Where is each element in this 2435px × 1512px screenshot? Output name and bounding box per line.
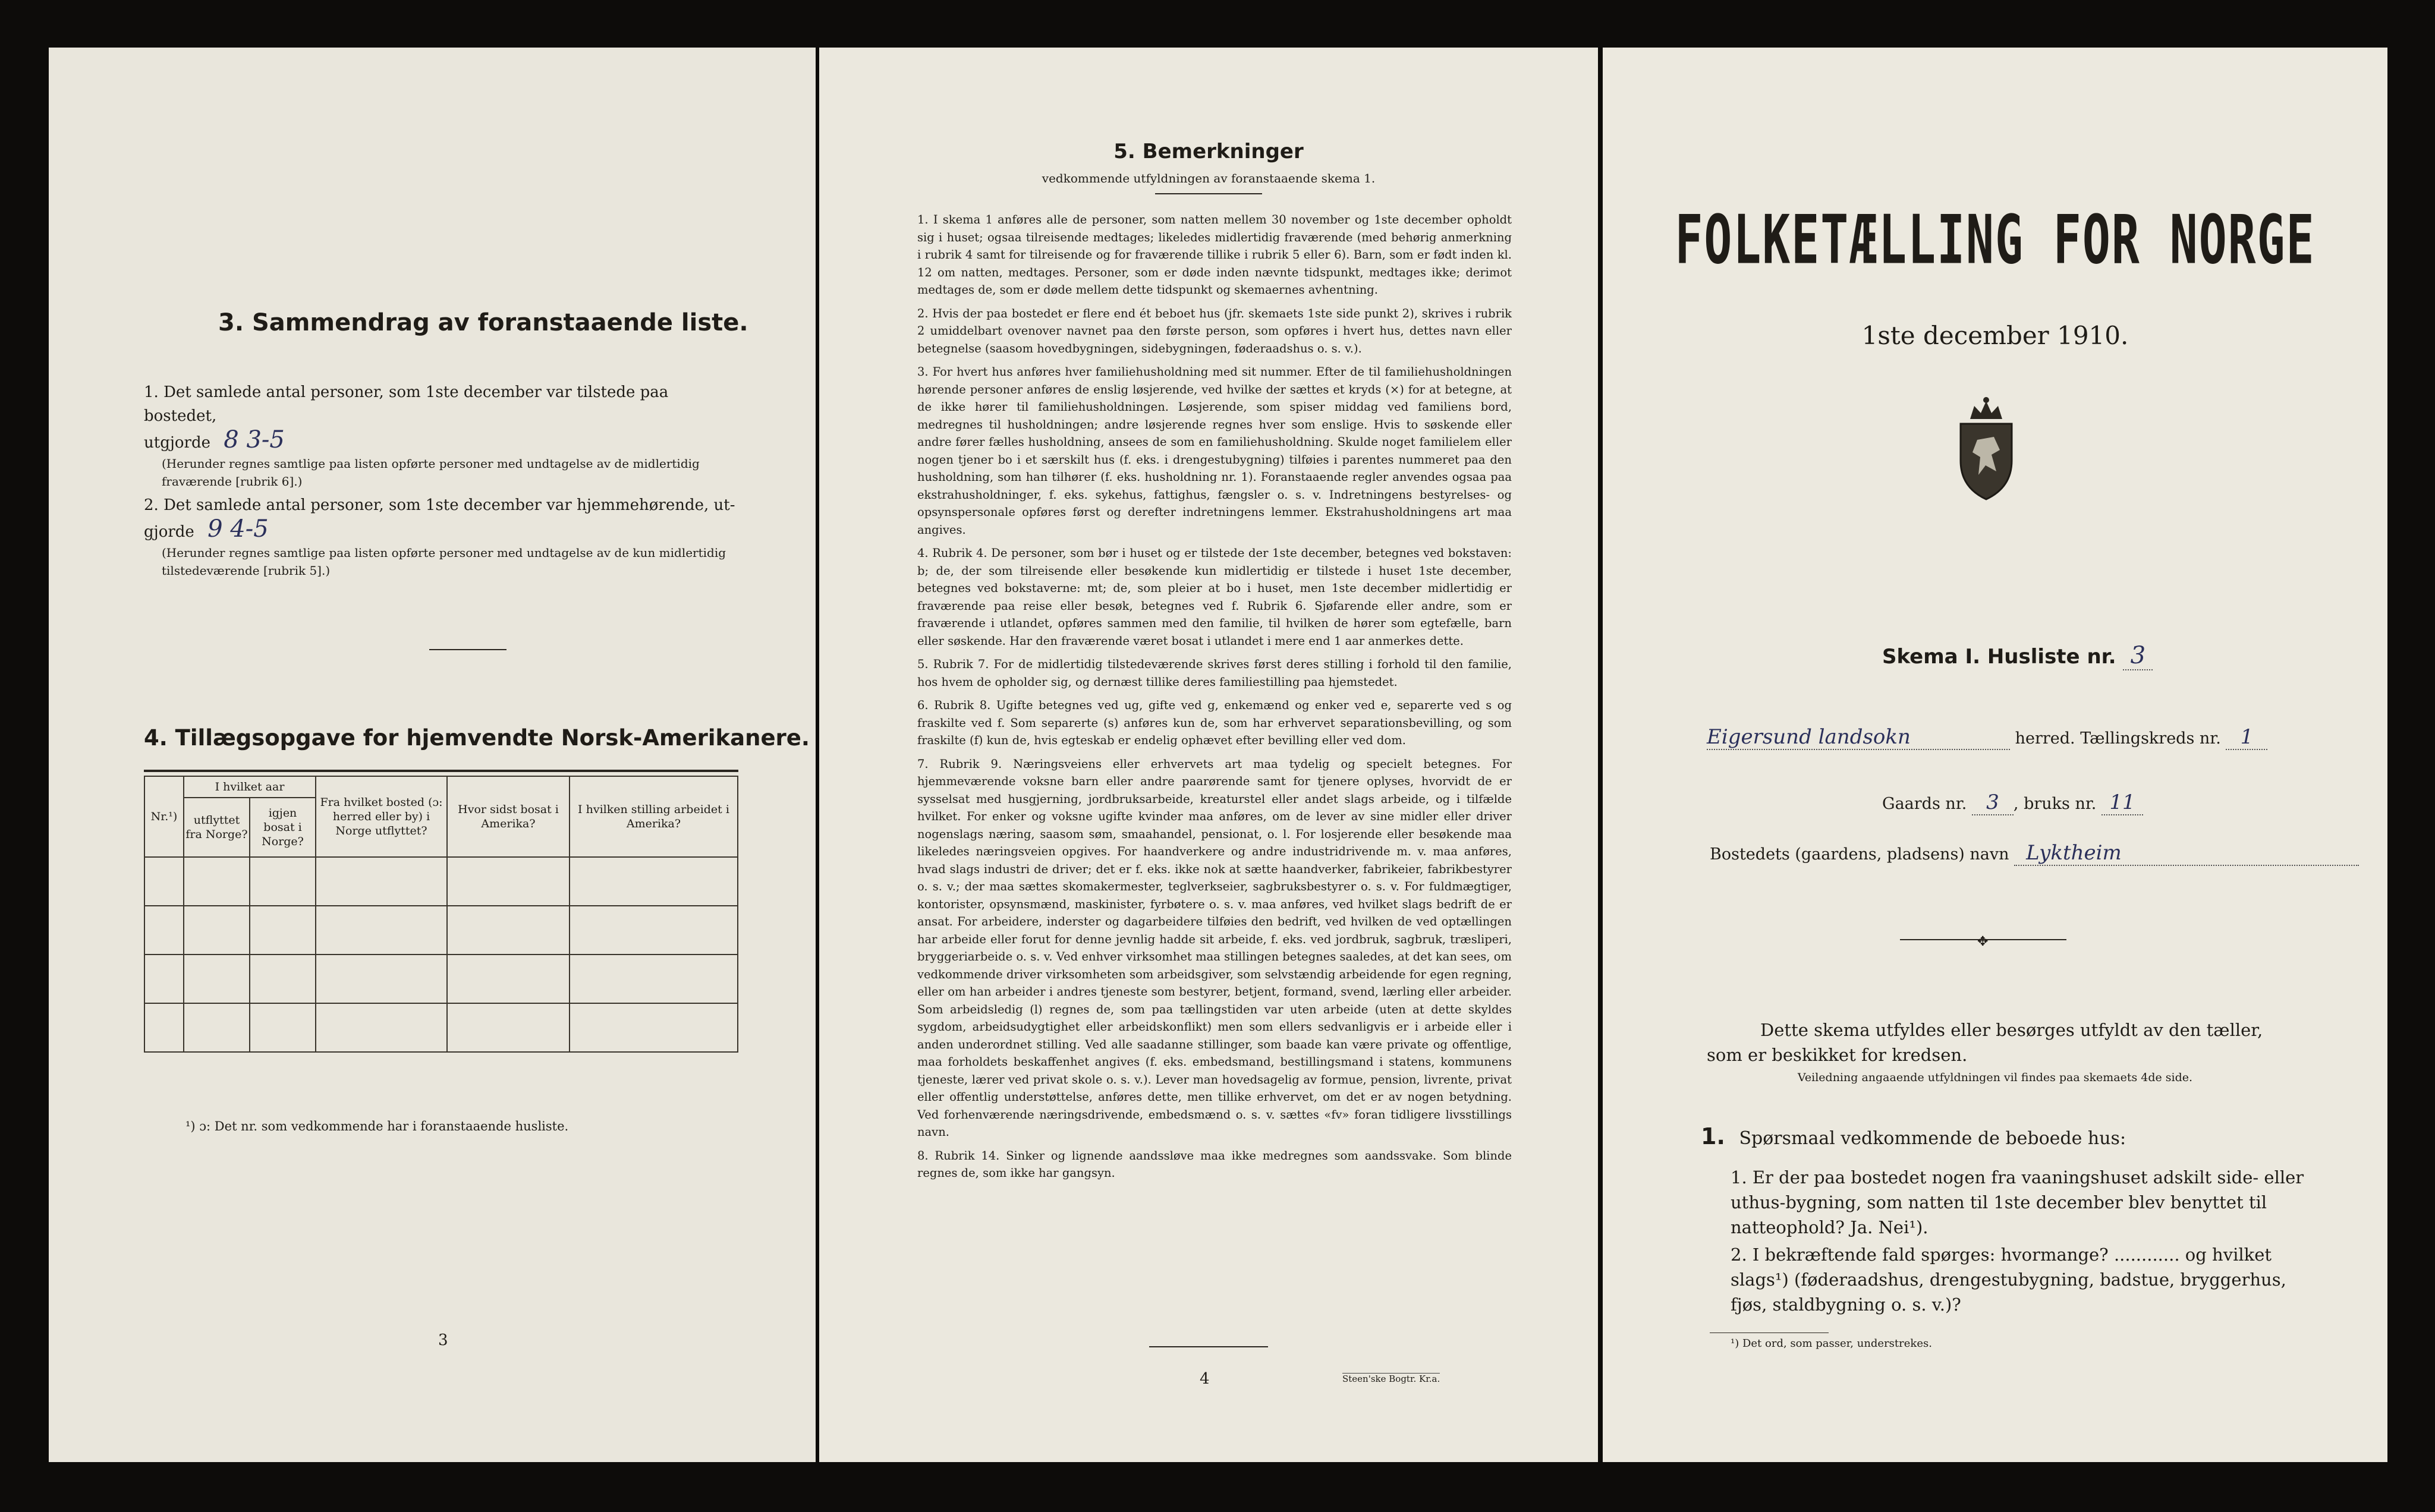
footnote: ¹) Det ord, som passer, understrekes. [1731,1337,1932,1350]
skema-label: Skema I. Husliste nr. [1882,645,2116,669]
question-1: 1. Er der paa bostedet nogen fra vaaningshuset adskilt side- eller uthus-bygning, som natten til 1ste december blev benyttet til natteophold? Ja. Nei¹). [1731,1167,2304,1237]
section4-title: 4. Tillægsopgave for hjemvendte Norsk-Amerikanere. [144,725,810,751]
questions-heading-num: 1. [1701,1123,1725,1149]
question-2: 2. I bekræftende fald spørges: hvormange? ............ og hvilket slags¹) (føderaadshus, drengestubygning, badstue, bryggerhus, fjøs, staldbygning o. s. v.)? [1731,1245,2286,1315]
table-row [144,955,738,1003]
col-igjen: igjen bosat i Norge? [250,798,316,857]
section4-rule [144,770,738,772]
remark-8: 8. Rubrik 14. Sinker og lignende aandssløve maa ikke medregnes som aandssvake. Som blinde regnes de, som ikke har gangsyn. [917,1148,1512,1180]
remarks-body [917,211,1512,1188]
section3-item1 [144,380,744,490]
page-number: 3 [438,1331,448,1349]
col-amerika: Hvor sidst bosat i Amerika? [447,776,570,857]
col-group-header: I hvilket aar [184,776,316,798]
table-row [144,906,738,955]
item2-note: (Herunder regnes samtlige paa listen opførte personer med undtagelse av de kun midlertidig tilstedeværende [rubrik 5].) [162,546,726,578]
item1-text: 1. Det samlede antal personer, som 1ste december var tilstede paa bostedet, [144,383,669,425]
item2-prefix: gjorde [144,523,194,541]
ornament-icon: ✥ [1977,934,1989,949]
remark-2: 2. Hvis der paa bostedet er flere end ét beboet hus (jfr. skemaets 1ste side punkt 2), skrives i rubrik 2 umiddelbart ovenover navnet paa den første person, som opføres i hvert hus, dettes navn eller betegnelse (saasom hovedbygningen, sidebygningen, føderaadshus o. s. v.). [917,306,1512,355]
herred-value: Eigersund landsokn [1707,725,2010,750]
item2-text: 2. Det samlede antal personer, som 1ste december var hjemmehørende, ut- [144,496,735,514]
col-utflyttet: utflyttet fra Norge? [184,798,250,857]
questions-heading [1701,1123,2126,1149]
form-title: FOLKETÆLLING FOR NORGE [1675,201,2316,280]
page-number: 4 [1200,1370,1210,1388]
veiledning-text: Veiledning angaaende utfyldningen vil findes paa skemaets 4de side. [1797,1071,2193,1084]
table-row [144,857,738,906]
remark-7: 7. Rubrik 9. Næringsveiens eller erhvervets art maa tydelig og specielt betegnes. For hjemmeværende voksne barn eller andre paarørende samt for tjenere oplyses, hvorvidt de er sysselsat med husgjerning, jordbruksarbeide, kreaturstel eller andet slags arbeide, og i tilfælde hvilket. For enker og voksne ugifte kvinder maa anføres, om de lever av sine midler eller driver nogenslags næring, saasom søm, smaahandel, pensionat, o. l. For losjerende eller besøkende maa likeledes næringsveien opgives. For haandverkere og andre industridrivende m. v. maa anføres, hvad slags industri de driver; det er f. eks. ikke nok at sætte haandverker, fabrikeier, fabrikbestyrer o. s. v.; der maa sættes skomakermester, teglverkseier, sagbruksbestyrer o. s. v. For fuldmægtiger, kontorister, opsynsmænd, maskinister, fyrbøtere o. s. v. maa anføres, ved hvilket slags bedrift de er ansat. For arbeidere, inderster og dagarbeidere tilføies den bedrift, ved hvilken de ved optællingen har arbeide eller forut for denne jevnlig hadde sit arbeide, f. eks. ved jordbruk, sagbruk, træsliperi, bryggeriarbeide o. s. v. Ved enhver virksomhet maa stillingen betegnes saaledes, at det kan sees, om vedkommende driver virksomheten som arbeidsgiver, som selvstændig arbeidende for egen regning, eller om han arbeider i andres tjeneste som bestyrer, betjent, formand, svend, lærling eller arbeider. Som arbeidsledig (l) regnes de, som paa tællingstiden var uten arbeide (uten at dette skyldes sygdom, arbeidsudygtighet eller arbeidskonflikt) men som ellers sedvanligvis er i arbeide eller i anden underordnet stilling. Ved alle saadanne stillinger, som baade kan være private og offentlige, maa forholdets beskaffenhet angives (f. eks. embedsmand, bestillingsmand i statens, kommunens tjeneste, lærer ved privat skole o. s. v.). Lever man hovedsagelig av formue, pension, livrente, privat eller offentlig understøttelse, anføres dette, men tillike erhvervet, om det er av nogen betydning. Ved forhenværende næringsdrivende, embedsmænd o. s. v. sættes «fv» foran tidligere livsstillings navn. [917,757,1512,1139]
questions-heading-text: Spørsmaal vedkommende de beboede hus: [1739,1128,2126,1149]
remark-3: 3. For hvert hus anføres hver familiehusholdning med sit nummer. Efter de til familiehusholdningen hørende personer anføres de enslig løsjerende, ved hvilke der sættes et kryds (×) for at betegne, at de ikke hører til familiehusholdningen. Løsjerende, som spiser middag ved familiens bord, medregnes til husholdningen; andre løsjerende regnes hver som enslige. Hvis to søskende eller andre fører fælles husholdning, ansees de som en familiehusholdning. Skulde noget familielem eller nogen tjener bo i et særskilt hus (f. eks. i drengestubygning) tilføies i parentes nummeret paa den husholdning, som han tilhører (f. eks. husholdning nr. 1). Foranstaaende regler anvendes ogsaa paa ekstrahusholdninger, f. eks. sykehus, fattighus, fængsler o. s. v. Indretningens bestyrelses- og opsynspersonale opføres først og derefter indretningens lemmer. Ekstrahusholdningens art maa angives. [917,365,1512,537]
remark-4: 4. Rubrik 4. De personer, som bør i huset og er tilstede der 1ste december, betegnes ved bokstaven: b; de, der som tilreisende eller besøkende kun midlertidig er tilstede i huset 1ste december, betegnes ved bokstaverne: mt; de, som pleier at bo i huset, men 1ste december midlertidig er fraværende paa reise eller besøk, betegnes ved f. Rubrik 6. Sjøfarende eller andre, som er fraværende i utlandet, opføres sammen med den familie, til hvilken de hører som egtefælle, barn eller søskende. Har den fraværende været bosat i utlandet i mere end 1 aar anmerkes dette. [917,546,1512,648]
bruks-nr: 11 [2101,790,2143,815]
left-page [49,48,816,1462]
col-stilling: I hvilken stilling arbeidet i Amerika? [570,776,738,857]
section4-table [144,776,738,1053]
bosted-line [1710,841,2359,866]
remark-5: 5. Rubrik 7. For de midlertidig tilstedeværende skrives først deres stilling i forhold til den familie, hos hvem de opholder sig, og dernæst tillike deres familiestilling paa hjemstedet. [917,657,1512,689]
coat-of-arms-icon [1948,395,2025,502]
section3-title: 3. Sammendrag av foranstaaende liste. [218,309,748,336]
divider [429,649,506,650]
bosted-value: Lyktheim [2014,841,2359,866]
section3-item2 [144,493,744,579]
end-rule [1149,1346,1268,1347]
skema-line [1882,642,2153,670]
form-date: 1ste december 1910. [1861,321,2129,350]
item1-value: 8 3-5 [224,426,285,453]
right-page [1603,48,2387,1462]
bruks-label: , bruks nr. [2013,795,2097,813]
remark-1: 1. I skema 1 anføres alle de personer, som natten mellem 30 november og 1ste december opholdt sig i huset; ogsaa tilreisende medtages; likeledes midlertidig fraværende (med behørig anmerkning i rubrik 4 samt for tilreisende og for fraværende tillike i rubrik 5 eller 6). Barn, som er født inden kl. 12 om natten, medtages. Personer, som er døde inden nævnte tidspunkt, medtages ikke; derimot medtages de, som er døde mellem dette tidspunkt og skemaernes avhentning. [917,213,1512,297]
section4-footnote: ¹) ɔ: Det nr. som vedkommende har i foranstaaende husliste. [185,1119,569,1133]
gaards-nr: 3 [1972,790,2014,815]
item2-value: 9 4-5 [207,515,269,543]
middle-page [819,48,1598,1462]
col-nr: Nr.¹) [144,776,184,857]
husliste-nr: 3 [2123,642,2153,670]
bosted-label: Bostedets (gaardens, pladsens) navn [1710,845,2009,864]
intro-text: Dette skema utfyldes eller besørges utfyldt av den tæller, som er beskikket for kredsen. [1707,1020,2263,1065]
remarks-title: 5. Bemerkninger [1113,140,1304,163]
item1-note: (Herunder regnes samtlige paa listen opførte personer med undtagelse av de midlertidig fraværende [rubrik 6].) [162,456,700,489]
gaards-line [1882,790,2143,815]
title-rule [1155,193,1262,194]
col-bosted: Fra hvilket bosted (ɔ: herred eller by) i Norge utflyttet? [316,776,447,857]
herred-line [1707,725,2267,750]
printer-mark: Steen'ske Bogtr. Kr.a. [1342,1374,1440,1384]
remark-6: 6. Rubrik 8. Ugifte betegnes ved ug, gifte ved g, enkemænd og enker ved e, separerte ved s og fraskilte ved f. Som separerte (s) anføres kun de, som har erhvervet separationsbevilling, og som fraskilte (f) kun de, hvis egteskab er endelig ophævet efter bevilling eller ved dom. [917,698,1512,747]
herred-label: herred. Tællingskreds nr. [2015,729,2221,748]
table-row [144,1003,738,1052]
gaards-label: Gaards nr. [1882,795,1967,813]
item1-prefix: utgjorde [144,434,211,452]
kreds-nr: 1 [2226,725,2267,750]
remarks-subtitle: vedkommende utfyldningen av foranstaaende skema 1. [1042,171,1376,185]
